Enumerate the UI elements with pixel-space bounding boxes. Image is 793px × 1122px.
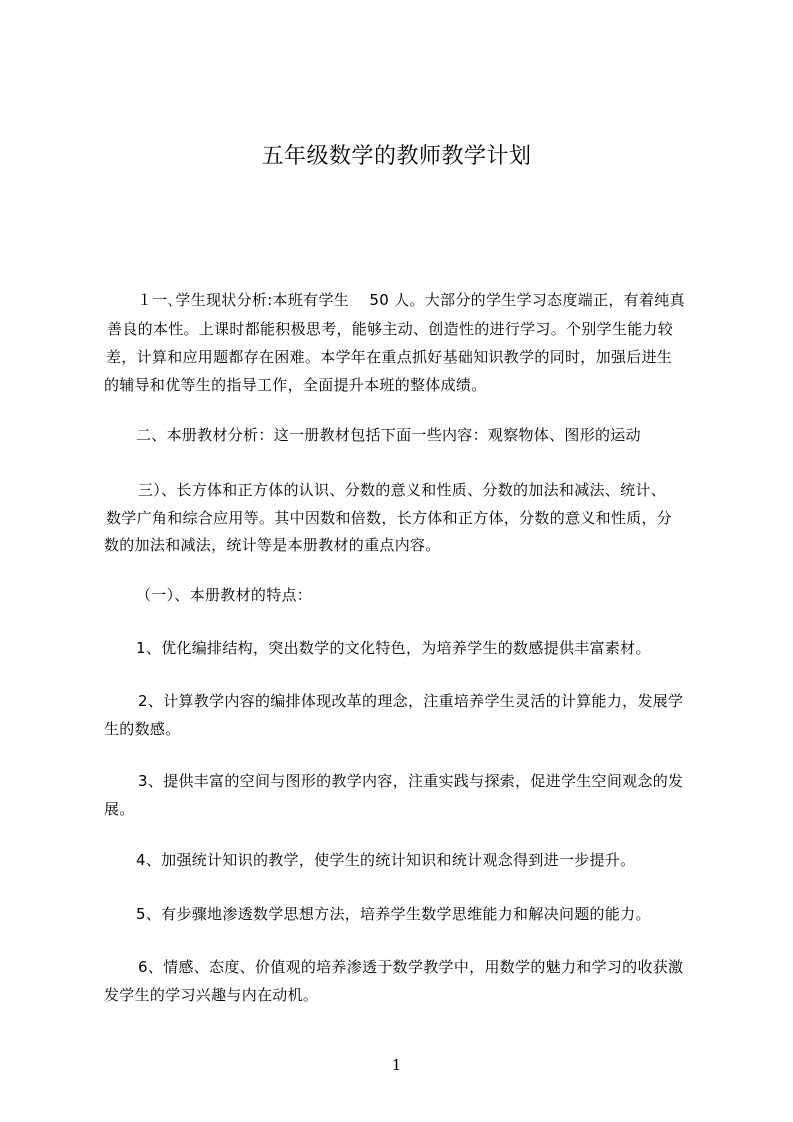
text-line: 发学生的学习兴趣与内在动机。 (104, 986, 319, 1004)
text-line: 展。 (104, 800, 135, 818)
text-line: 5、有步骤地渗透数学思想方法，培养学生数学思维能力和解决问题的能力。 (136, 905, 651, 923)
text-line: 二、本册教材分析：这一册教材包括下面一些内容：观察物体、图形的运动 (136, 426, 641, 444)
text-line: 差，计算和应用题都存在困难。本学年在重点抓好基础知识教学的同时，加强后进生 (106, 348, 673, 366)
text-line: 3、提供丰富的空间与图形的教学内容，注重实践与探索，促进学生空间观念的发 (138, 772, 684, 790)
text-line: 的辅导和优等生的指导工作，全面提升本班的整体成绩。 (104, 376, 487, 394)
text-line: 2、计算教学内容的编排体现改革的理念，注重培养学生灵活的计算能力，发展学 (138, 692, 684, 710)
features-heading: （一）、本册教材的特点： (136, 586, 313, 604)
text-line: 善良的本性。上课时都能积极思考，能够主动、创造性的进行学习。个别学生能力较 (107, 320, 674, 338)
document-title: 五年级数学的教师教学计划 (261, 144, 532, 169)
text-line: 1、优化编排结构，突出数学的文化特色，为培养学生的数感提供丰富素材。 (136, 639, 651, 657)
text-line: １一､学生现状分析:本班有学生 50 人。大部分的学生学习态度端正，有着纯真 (137, 291, 685, 309)
text-line: 数学广角和综合应用等。其中因数和倍数，长方体和正方体，分数的意义和性质，分 (106, 509, 673, 527)
text-line: 生的数感。 (104, 720, 181, 738)
text-line: 6、情感、态度、价值观的培养渗透于数学教学中，用数学的魅力和学习的收获激 (138, 958, 684, 976)
text-line: 4、加强统计知识的教学，使学生的统计知识和统计观念得到进一步提升。 (136, 851, 636, 869)
text-line: 数的加法和减法，统计等是本册教材的重点内容。 (104, 536, 441, 554)
text-line: 三）、长方体和正方体的认识、分数的意义和性质、分数的加法和减法、统计、 (138, 481, 667, 499)
page-number: 1 (391, 1056, 402, 1074)
